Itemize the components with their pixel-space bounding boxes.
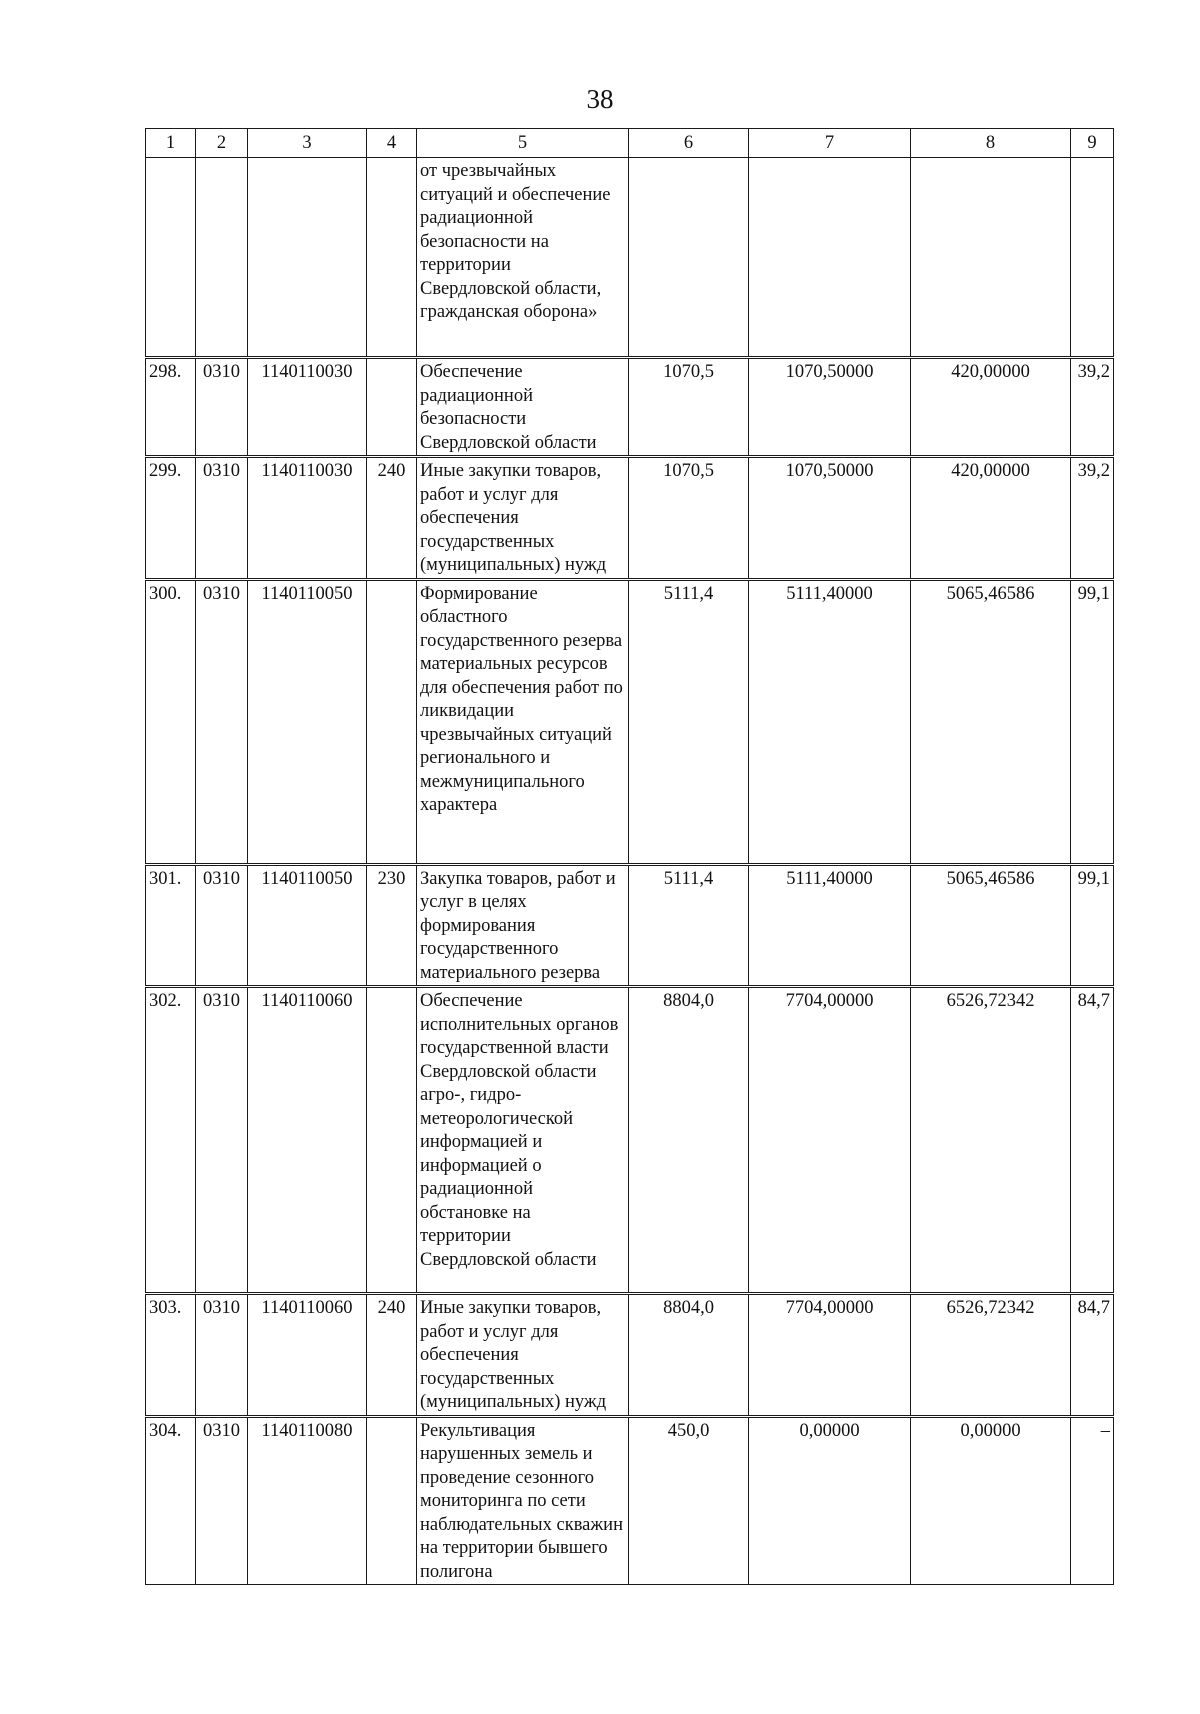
expense-type-code bbox=[367, 1416, 417, 1585]
table-row bbox=[146, 579, 1114, 864]
execution-percent: 84,7 bbox=[1071, 987, 1114, 1294]
section-code: 0310 bbox=[196, 987, 248, 1294]
table-row bbox=[146, 158, 1114, 358]
column-header-2: 2 bbox=[196, 129, 248, 158]
section-code: 0310 bbox=[196, 579, 248, 864]
refined-amount: 7704,00000 bbox=[749, 1294, 911, 1417]
expense-type-code bbox=[367, 158, 417, 358]
execution-percent: 39,2 bbox=[1071, 457, 1114, 580]
plan-amount: 1070,5 bbox=[629, 358, 749, 457]
refined-amount bbox=[749, 158, 911, 358]
table-row bbox=[146, 864, 1114, 987]
expense-type-code bbox=[367, 987, 417, 1294]
column-header-6: 6 bbox=[629, 129, 749, 158]
plan-amount: 8804,0 bbox=[629, 1294, 749, 1417]
table-row bbox=[146, 358, 1114, 457]
section-code: 0310 bbox=[196, 358, 248, 457]
refined-amount: 7704,00000 bbox=[749, 987, 911, 1294]
column-header-1: 1 bbox=[146, 129, 196, 158]
column-header-4: 4 bbox=[367, 129, 417, 158]
executed-amount bbox=[911, 158, 1071, 358]
section-code: 0310 bbox=[196, 1416, 248, 1585]
budget-table bbox=[145, 128, 1114, 1585]
row-number: 298. bbox=[146, 358, 196, 457]
row-description: Обеспечение исполнительных органов государственной власти Свердловской области агро-, гидро-метеорологической информацией и информацией о радиационной обстановке на территории Свердловской области bbox=[417, 987, 629, 1294]
executed-amount: 6526,72342 bbox=[911, 1294, 1071, 1417]
page-number: 38 bbox=[586, 84, 614, 114]
row-description: Обеспечение радиационной безопасности Свердловской области bbox=[417, 358, 629, 457]
executed-amount: 6526,72342 bbox=[911, 987, 1071, 1294]
expense-type-code bbox=[367, 358, 417, 457]
column-header-3: 3 bbox=[248, 129, 367, 158]
target-article-code: 1140110030 bbox=[248, 358, 367, 457]
target-article-code: 1140110050 bbox=[248, 864, 367, 987]
table-row bbox=[146, 457, 1114, 580]
executed-amount: 5065,46586 bbox=[911, 579, 1071, 864]
execution-percent bbox=[1071, 158, 1114, 358]
column-header-9: 9 bbox=[1071, 129, 1114, 158]
section-code: 0310 bbox=[196, 1294, 248, 1417]
row-description: Закупка товаров, работ и услуг в целях формирования государственного материального резерва bbox=[417, 864, 629, 987]
target-article-code: 1140110050 bbox=[248, 579, 367, 864]
expense-type-code: 240 bbox=[367, 1294, 417, 1417]
plan-amount: 1070,5 bbox=[629, 457, 749, 580]
executed-amount: 420,00000 bbox=[911, 457, 1071, 580]
refined-amount: 1070,50000 bbox=[749, 358, 911, 457]
table-row bbox=[146, 987, 1114, 1294]
plan-amount: 8804,0 bbox=[629, 987, 749, 1294]
expense-type-code bbox=[367, 579, 417, 864]
row-description: Рекультивация нарушенных земель и проведение сезонного мониторинга по сети наблюдательных скважин на территории бывшего полигона bbox=[417, 1416, 629, 1585]
row-number: 303. bbox=[146, 1294, 196, 1417]
section-code bbox=[196, 158, 248, 358]
row-number: 299. bbox=[146, 457, 196, 580]
table-row bbox=[146, 1294, 1114, 1417]
row-description: Иные закупки товаров, работ и услуг для обеспечения государственных (муниципальных) нужд bbox=[417, 457, 629, 580]
execution-percent: – bbox=[1071, 1416, 1114, 1585]
plan-amount: 5111,4 bbox=[629, 864, 749, 987]
row-number: 304. bbox=[146, 1416, 196, 1585]
refined-amount: 1070,50000 bbox=[749, 457, 911, 580]
row-description: от чрезвычайных ситуаций и обеспечение радиационной безопасности на территории Свердловской области, гражданская оборона» bbox=[417, 158, 629, 358]
column-header-8: 8 bbox=[911, 129, 1071, 158]
target-article-code: 1140110060 bbox=[248, 1294, 367, 1417]
target-article-code: 1140110060 bbox=[248, 987, 367, 1294]
expense-type-code: 240 bbox=[367, 457, 417, 580]
execution-percent: 39,2 bbox=[1071, 358, 1114, 457]
table-header bbox=[146, 129, 1114, 158]
executed-amount: 0,00000 bbox=[911, 1416, 1071, 1585]
refined-amount: 0,00000 bbox=[749, 1416, 911, 1585]
target-article-code: 1140110030 bbox=[248, 457, 367, 580]
column-header-7: 7 bbox=[749, 129, 911, 158]
plan-amount bbox=[629, 158, 749, 358]
refined-amount: 5111,40000 bbox=[749, 579, 911, 864]
row-number bbox=[146, 158, 196, 358]
row-description: Иные закупки товаров, работ и услуг для обеспечения государственных (муниципальных) нужд bbox=[417, 1294, 629, 1417]
execution-percent: 99,1 bbox=[1071, 579, 1114, 864]
executed-amount: 5065,46586 bbox=[911, 864, 1071, 987]
row-number: 302. bbox=[146, 987, 196, 1294]
section-code: 0310 bbox=[196, 457, 248, 580]
header-row bbox=[146, 129, 1114, 158]
execution-percent: 99,1 bbox=[1071, 864, 1114, 987]
table-body bbox=[146, 158, 1114, 1585]
section-code: 0310 bbox=[196, 864, 248, 987]
target-article-code bbox=[248, 158, 367, 358]
expense-type-code: 230 bbox=[367, 864, 417, 987]
row-description: Формирование областного государственного резерва материальных ресурсов для обеспечения работ по ликвидации чрезвычайных ситуаций регионального и межмуниципального характера bbox=[417, 579, 629, 864]
plan-amount: 450,0 bbox=[629, 1416, 749, 1585]
table-row bbox=[146, 1416, 1114, 1585]
refined-amount: 5111,40000 bbox=[749, 864, 911, 987]
row-number: 301. bbox=[146, 864, 196, 987]
column-header-5: 5 bbox=[417, 129, 629, 158]
executed-amount: 420,00000 bbox=[911, 358, 1071, 457]
row-number: 300. bbox=[146, 579, 196, 864]
plan-amount: 5111,4 bbox=[629, 579, 749, 864]
execution-percent: 84,7 bbox=[1071, 1294, 1114, 1417]
target-article-code: 1140110080 bbox=[248, 1416, 367, 1585]
